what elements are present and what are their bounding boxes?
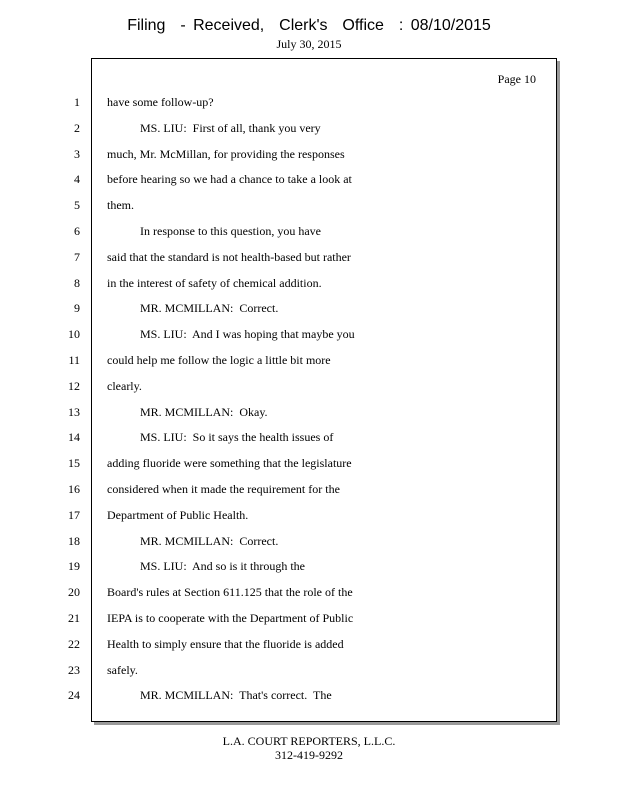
line-number: 21 (68, 611, 80, 625)
line-text: in the interest of safety of chemical addition. (107, 276, 322, 290)
line-number: 20 (68, 585, 80, 599)
footer-company: L.A. COURT REPORTERS, L.L.C. (222, 734, 396, 748)
line-text: adding fluoride were something that the legislature (107, 456, 352, 470)
line-text: Department of Public Health. (107, 508, 249, 522)
page-number: Page 10 (497, 72, 536, 86)
line-text: IEPA is to cooperate with the Department of Public (107, 611, 354, 625)
line-text: In response to this question, you have (140, 224, 321, 238)
line-number: 15 (68, 456, 80, 470)
line-number: 12 (68, 379, 80, 393)
line-text: much, Mr. McMillan, for providing the responses (107, 147, 345, 161)
line-number: 4 (74, 172, 80, 186)
line-number: 5 (74, 198, 80, 212)
line-text: considered when it made the requirement for the (107, 482, 340, 496)
footer-phone: 312-419-9292 (275, 748, 343, 762)
line-text: clearly. (107, 379, 142, 393)
line-text: before hearing so we had a chance to take a look at (107, 172, 352, 186)
line-text: safely. (107, 663, 138, 677)
line-number: 6 (74, 224, 80, 238)
line-number: 10 (68, 327, 80, 341)
line-text: MR. MCMILLAN: Okay. (140, 405, 268, 419)
line-number: 9 (74, 301, 80, 315)
line-text: MS. LIU: So it says the health issues of (140, 430, 334, 444)
line-text: them. (107, 198, 134, 212)
line-text: MS. LIU: And I was hoping that maybe you (140, 327, 355, 341)
filing-stamp: Filing - Received, Clerk's Office : 08/10/2015 (127, 17, 491, 34)
line-number: 2 (74, 121, 80, 135)
line-text: MR. MCMILLAN: Correct. (140, 301, 279, 315)
line-number: 16 (68, 482, 80, 496)
line-number: 1 (74, 95, 80, 109)
line-number: 19 (68, 559, 80, 573)
line-text: MR. MCMILLAN: That's correct. The (140, 688, 332, 702)
line-number: 11 (68, 353, 80, 367)
line-number: 13 (68, 405, 80, 419)
line-number: 7 (74, 250, 80, 264)
line-number: 24 (68, 688, 80, 702)
line-number: 3 (74, 147, 80, 161)
line-text: could help me follow the logic a little bit more (107, 353, 331, 367)
line-number: 17 (68, 508, 80, 522)
line-text: Health to simply ensure that the fluoride is added (107, 637, 344, 651)
line-number: 18 (68, 534, 80, 548)
line-text: MS. LIU: First of all, thank you very (140, 121, 321, 135)
line-text: have some follow-up? (107, 95, 214, 109)
transcript-date: July 30, 2015 (276, 37, 342, 51)
line-text: MR. MCMILLAN: Correct. (140, 534, 279, 548)
line-number: 8 (74, 276, 80, 290)
line-text: MS. LIU: And so is it through the (140, 559, 306, 573)
line-text: Board's rules at Section 611.125 that the role of the (107, 585, 353, 599)
line-number: 23 (68, 663, 80, 677)
line-number: 14 (68, 430, 80, 444)
line-text: said that the standard is not health-based but rather (107, 250, 351, 264)
line-number: 22 (68, 637, 80, 651)
